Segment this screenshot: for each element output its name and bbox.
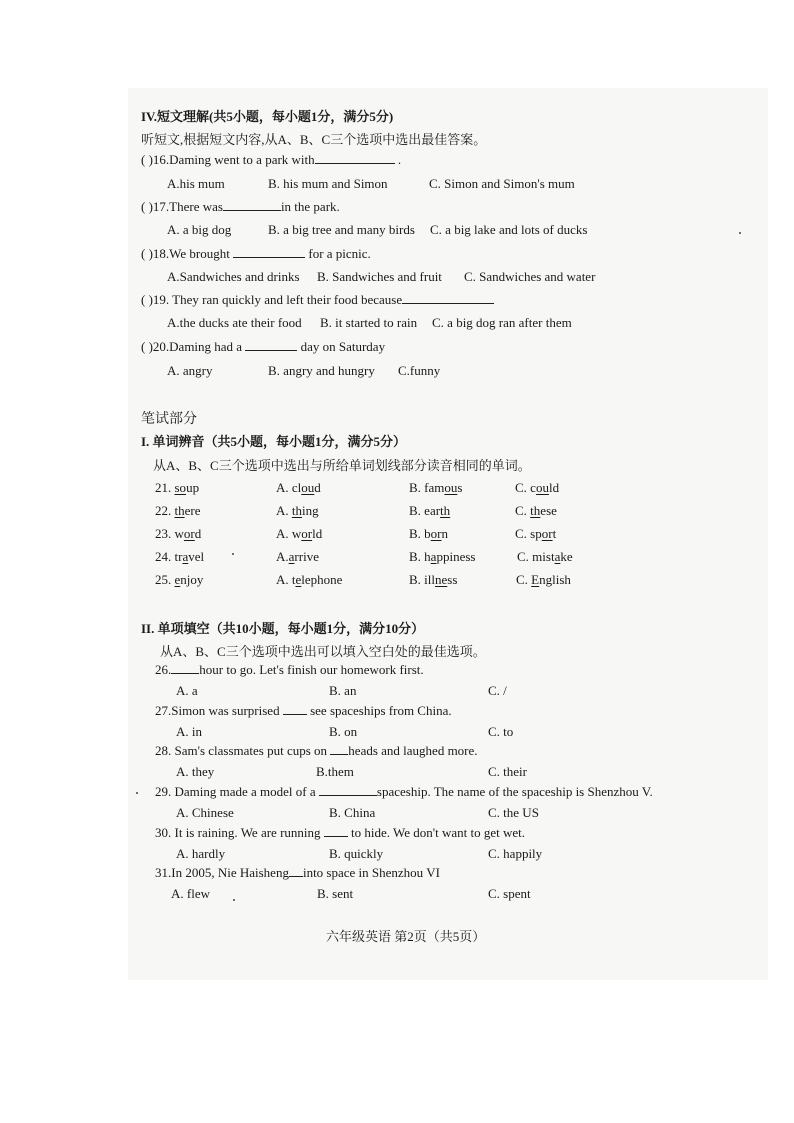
q27-option-a[interactable]: A. in — [176, 724, 202, 739]
word-21: 21. soup — [155, 480, 200, 495]
q18-option-b[interactable]: B. Sandwiches and fruit — [317, 269, 442, 284]
question-26: 26. hour to go. Let's finish our homework first. — [155, 662, 424, 677]
section2-heading: II. 单项填空（共10小题，每小题1分，满分10分） — [141, 621, 425, 636]
word-24: 24. travel — [155, 549, 205, 564]
section2-instruction: 从A、B、C三个选项中选出可以填入空白处的最佳选项。 — [160, 644, 486, 659]
q17-option-b[interactable]: B. a big tree and many birds — [268, 222, 415, 237]
q25-option-a[interactable]: A. telephone — [276, 572, 343, 587]
question-28: 28. Sam's classmates put cups on heads and laughed more. — [155, 743, 478, 758]
q21-option-b[interactable]: B. famous — [409, 480, 463, 495]
q25-option-b[interactable]: B. illness — [409, 572, 458, 587]
question-30: 30. It is raining. We are running to hide. We don't want to get wet. — [155, 825, 526, 840]
q24-option-b[interactable]: B. happiness — [409, 549, 476, 564]
q22-option-b[interactable]: B. earth — [409, 503, 451, 518]
question-31: 31.In 2005, Nie Haisheng into space in Shenzhou VI — [155, 865, 440, 880]
written-part-title: 笔试部分 — [141, 412, 197, 427]
q19-option-a[interactable]: A.the ducks ate their food — [167, 315, 302, 330]
question-18: ( )18.We brought for a picnic. — [141, 246, 371, 261]
q23-option-a[interactable]: A. world — [276, 526, 323, 541]
q27-option-c[interactable]: C. to — [488, 724, 514, 739]
q17-option-c[interactable]: C. a big lake and lots of ducks — [430, 222, 588, 237]
q28-option-c[interactable]: C. their — [488, 764, 527, 779]
q16-option-b[interactable]: B. his mum and Simon — [268, 176, 388, 191]
q16-option-a[interactable]: A.his mum — [167, 176, 225, 191]
section1-instruction: 从A、B、C三个选项中选出与所给单词划线部分读音相同的单词。 — [153, 458, 531, 473]
listening-heading: IV.短文理解(共5小题，每小题1分，满分5分) — [141, 109, 394, 124]
q16-option-c[interactable]: C. Simon and Simon's mum — [429, 176, 575, 191]
page-footer: 六年级英语 第2页（共5页） — [326, 929, 486, 944]
q30-option-a[interactable]: A. hardly — [176, 846, 226, 861]
word-23: 23. word — [155, 526, 202, 541]
q20-option-b[interactable]: B. angry and hungry — [268, 363, 375, 378]
q29-option-a[interactable]: A. Chinese — [176, 805, 234, 820]
q29-option-b[interactable]: B. China — [329, 805, 376, 820]
question-20: ( )20.Daming had a day on Saturday — [141, 339, 386, 354]
q22-option-a[interactable]: A. thing — [276, 503, 319, 518]
q28-option-a[interactable]: A. they — [176, 764, 215, 779]
q23-option-b[interactable]: B. born — [409, 526, 449, 541]
listening-instruction: 听短文,根据短文内容,从A、B、C三个选项中选出最佳答案。 — [141, 132, 487, 147]
q29-option-c[interactable]: C. the US — [488, 805, 539, 820]
q26-option-b[interactable]: B. an — [329, 683, 357, 698]
q18-option-a[interactable]: A.Sandwiches and drinks — [167, 269, 300, 284]
q30-option-b[interactable]: B. quickly — [329, 846, 384, 861]
q21-option-a[interactable]: A. cloud — [276, 480, 321, 495]
q31-option-c[interactable]: C. spent — [488, 886, 531, 901]
scan-speck — [136, 792, 138, 794]
q26-option-c[interactable]: C. / — [488, 683, 507, 698]
q23-option-c[interactable]: C. sport — [515, 526, 557, 541]
q19-option-c[interactable]: C. a big dog ran after them — [432, 315, 572, 330]
word-25: 25. enjoy — [155, 572, 204, 587]
q27-option-b[interactable]: B. on — [329, 724, 358, 739]
question-17: ( )17.There was in the park. — [141, 199, 340, 214]
word-22: 22. there — [155, 503, 201, 518]
q17-option-a[interactable]: A. a big dog — [167, 222, 232, 237]
scan-speck — [232, 553, 234, 555]
q21-option-c[interactable]: C. could — [515, 480, 560, 495]
question-16: ( )16.Daming went to a park with . — [141, 152, 402, 167]
q19-option-b[interactable]: B. it started to rain — [320, 315, 418, 330]
q28-option-b[interactable]: B.them — [316, 764, 354, 779]
q26-option-a[interactable]: A. a — [176, 683, 198, 698]
q30-option-c[interactable]: C. happily — [488, 846, 543, 861]
q25-option-c[interactable]: C. English — [516, 572, 571, 587]
q18-option-c[interactable]: C. Sandwiches and water — [464, 269, 596, 284]
scan-speck — [739, 232, 741, 234]
q24-option-c[interactable]: C. mistake — [517, 549, 573, 564]
q20-option-a[interactable]: A. angry — [167, 363, 213, 378]
q24-option-a[interactable]: A.arrive — [276, 549, 319, 564]
q20-option-c[interactable]: C.funny — [398, 363, 441, 378]
question-29: 29. Daming made a model of a spaceship. The name of the spaceship is Shenzhou V. — [155, 784, 653, 799]
q31-option-b[interactable]: B. sent — [317, 886, 354, 901]
q31-option-a[interactable]: A. flew — [171, 886, 210, 901]
scan-speck — [233, 899, 235, 901]
section1-heading: I. 单词辨音（共5小题，每小题1分，满分5分） — [141, 434, 407, 449]
q22-option-c[interactable]: C. these — [515, 503, 557, 518]
question-27: 27.Simon was surprised see spaceships from China. — [155, 703, 452, 718]
question-19: ( )19. They ran quickly and left their food because — [141, 292, 494, 308]
